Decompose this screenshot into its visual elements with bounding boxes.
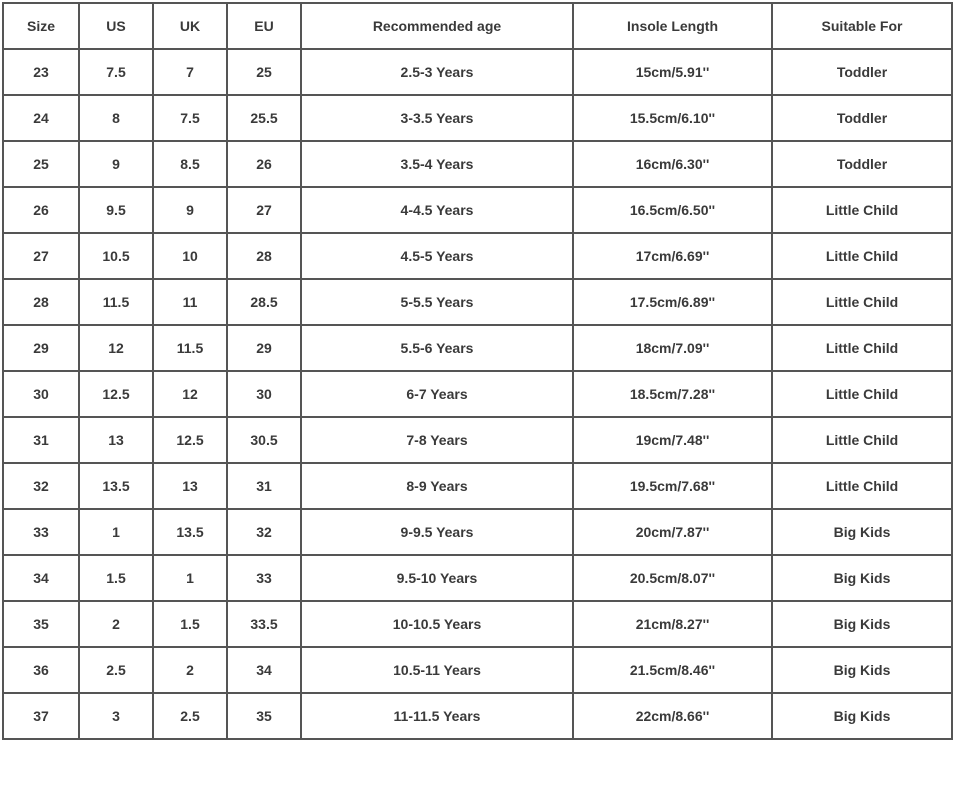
cell-size: 30 bbox=[3, 371, 79, 417]
column-header-size: Size bbox=[3, 3, 79, 49]
cell-insole-length: 20cm/7.87'' bbox=[573, 509, 772, 555]
cell-eu: 31 bbox=[227, 463, 301, 509]
cell-insole-length: 15cm/5.91'' bbox=[573, 49, 772, 95]
cell-size: 35 bbox=[3, 601, 79, 647]
cell-us: 2.5 bbox=[79, 647, 153, 693]
cell-size: 31 bbox=[3, 417, 79, 463]
cell-uk: 12.5 bbox=[153, 417, 227, 463]
cell-eu: 32 bbox=[227, 509, 301, 555]
cell-size: 29 bbox=[3, 325, 79, 371]
table-row bbox=[3, 187, 952, 233]
cell-us: 9 bbox=[79, 141, 153, 187]
cell-recommended-age: 3.5-4 Years bbox=[301, 141, 573, 187]
cell-suitable-for: Big Kids bbox=[772, 601, 952, 647]
cell-us: 7.5 bbox=[79, 49, 153, 95]
table-row bbox=[3, 647, 952, 693]
cell-size: 28 bbox=[3, 279, 79, 325]
cell-eu: 26 bbox=[227, 141, 301, 187]
table-row bbox=[3, 279, 952, 325]
cell-recommended-age: 2.5-3 Years bbox=[301, 49, 573, 95]
header-row bbox=[3, 3, 952, 49]
cell-us: 8 bbox=[79, 95, 153, 141]
cell-us: 9.5 bbox=[79, 187, 153, 233]
cell-suitable-for: Little Child bbox=[772, 233, 952, 279]
table-row bbox=[3, 95, 952, 141]
column-header-insole-length: Insole Length bbox=[573, 3, 772, 49]
cell-suitable-for: Big Kids bbox=[772, 647, 952, 693]
cell-uk: 7 bbox=[153, 49, 227, 95]
cell-size: 32 bbox=[3, 463, 79, 509]
cell-insole-length: 21.5cm/8.46'' bbox=[573, 647, 772, 693]
cell-uk: 11 bbox=[153, 279, 227, 325]
cell-recommended-age: 5-5.5 Years bbox=[301, 279, 573, 325]
cell-suitable-for: Little Child bbox=[772, 371, 952, 417]
table-row bbox=[3, 371, 952, 417]
cell-insole-length: 18cm/7.09'' bbox=[573, 325, 772, 371]
table-row bbox=[3, 325, 952, 371]
cell-insole-length: 20.5cm/8.07'' bbox=[573, 555, 772, 601]
cell-us: 3 bbox=[79, 693, 153, 739]
cell-size: 24 bbox=[3, 95, 79, 141]
cell-us: 1.5 bbox=[79, 555, 153, 601]
cell-us: 12 bbox=[79, 325, 153, 371]
cell-suitable-for: Toddler bbox=[772, 49, 952, 95]
cell-uk: 2.5 bbox=[153, 693, 227, 739]
cell-insole-length: 19.5cm/7.68'' bbox=[573, 463, 772, 509]
cell-recommended-age: 9.5-10 Years bbox=[301, 555, 573, 601]
cell-eu: 28 bbox=[227, 233, 301, 279]
cell-size: 27 bbox=[3, 233, 79, 279]
cell-eu: 27 bbox=[227, 187, 301, 233]
table-row bbox=[3, 141, 952, 187]
cell-size: 25 bbox=[3, 141, 79, 187]
cell-suitable-for: Little Child bbox=[772, 325, 952, 371]
cell-insole-length: 21cm/8.27'' bbox=[573, 601, 772, 647]
cell-size: 23 bbox=[3, 49, 79, 95]
cell-recommended-age: 5.5-6 Years bbox=[301, 325, 573, 371]
cell-recommended-age: 6-7 Years bbox=[301, 371, 573, 417]
column-header-uk: UK bbox=[153, 3, 227, 49]
cell-us: 13.5 bbox=[79, 463, 153, 509]
cell-eu: 30 bbox=[227, 371, 301, 417]
cell-insole-length: 16.5cm/6.50'' bbox=[573, 187, 772, 233]
cell-uk: 13.5 bbox=[153, 509, 227, 555]
cell-uk: 11.5 bbox=[153, 325, 227, 371]
cell-recommended-age: 4.5-5 Years bbox=[301, 233, 573, 279]
cell-insole-length: 18.5cm/7.28'' bbox=[573, 371, 772, 417]
cell-recommended-age: 10-10.5 Years bbox=[301, 601, 573, 647]
cell-uk: 8.5 bbox=[153, 141, 227, 187]
cell-eu: 25.5 bbox=[227, 95, 301, 141]
cell-suitable-for: Little Child bbox=[772, 187, 952, 233]
cell-uk: 10 bbox=[153, 233, 227, 279]
cell-suitable-for: Toddler bbox=[772, 95, 952, 141]
size-chart-table bbox=[2, 2, 953, 740]
cell-recommended-age: 9-9.5 Years bbox=[301, 509, 573, 555]
cell-uk: 1.5 bbox=[153, 601, 227, 647]
cell-uk: 12 bbox=[153, 371, 227, 417]
cell-size: 36 bbox=[3, 647, 79, 693]
cell-recommended-age: 3-3.5 Years bbox=[301, 95, 573, 141]
table-body bbox=[3, 49, 952, 739]
table-row bbox=[3, 601, 952, 647]
cell-recommended-age: 10.5-11 Years bbox=[301, 647, 573, 693]
cell-us: 11.5 bbox=[79, 279, 153, 325]
cell-eu: 33 bbox=[227, 555, 301, 601]
cell-eu: 28.5 bbox=[227, 279, 301, 325]
cell-insole-length: 17.5cm/6.89'' bbox=[573, 279, 772, 325]
cell-us: 10.5 bbox=[79, 233, 153, 279]
cell-recommended-age: 4-4.5 Years bbox=[301, 187, 573, 233]
table-row bbox=[3, 693, 952, 739]
cell-eu: 35 bbox=[227, 693, 301, 739]
cell-uk: 13 bbox=[153, 463, 227, 509]
cell-eu: 25 bbox=[227, 49, 301, 95]
cell-us: 2 bbox=[79, 601, 153, 647]
cell-suitable-for: Toddler bbox=[772, 141, 952, 187]
table-row bbox=[3, 463, 952, 509]
cell-recommended-age: 7-8 Years bbox=[301, 417, 573, 463]
column-header-suitable-for: Suitable For bbox=[772, 3, 952, 49]
cell-recommended-age: 11-11.5 Years bbox=[301, 693, 573, 739]
table-row bbox=[3, 49, 952, 95]
cell-suitable-for: Big Kids bbox=[772, 555, 952, 601]
cell-recommended-age: 8-9 Years bbox=[301, 463, 573, 509]
cell-size: 26 bbox=[3, 187, 79, 233]
cell-insole-length: 17cm/6.69'' bbox=[573, 233, 772, 279]
cell-size: 33 bbox=[3, 509, 79, 555]
column-header-recommended-age: Recommended age bbox=[301, 3, 573, 49]
table-row bbox=[3, 555, 952, 601]
cell-uk: 2 bbox=[153, 647, 227, 693]
cell-suitable-for: Big Kids bbox=[772, 693, 952, 739]
cell-us: 1 bbox=[79, 509, 153, 555]
cell-insole-length: 22cm/8.66'' bbox=[573, 693, 772, 739]
cell-uk: 7.5 bbox=[153, 95, 227, 141]
cell-eu: 29 bbox=[227, 325, 301, 371]
cell-uk: 1 bbox=[153, 555, 227, 601]
cell-uk: 9 bbox=[153, 187, 227, 233]
table-row bbox=[3, 509, 952, 555]
cell-eu: 30.5 bbox=[227, 417, 301, 463]
cell-eu: 34 bbox=[227, 647, 301, 693]
cell-suitable-for: Little Child bbox=[772, 279, 952, 325]
cell-suitable-for: Little Child bbox=[772, 417, 952, 463]
cell-insole-length: 16cm/6.30'' bbox=[573, 141, 772, 187]
cell-suitable-for: Little Child bbox=[772, 463, 952, 509]
cell-us: 13 bbox=[79, 417, 153, 463]
column-header-eu: EU bbox=[227, 3, 301, 49]
cell-insole-length: 19cm/7.48'' bbox=[573, 417, 772, 463]
table-row bbox=[3, 417, 952, 463]
cell-size: 34 bbox=[3, 555, 79, 601]
cell-eu: 33.5 bbox=[227, 601, 301, 647]
cell-insole-length: 15.5cm/6.10'' bbox=[573, 95, 772, 141]
table-row bbox=[3, 233, 952, 279]
cell-suitable-for: Big Kids bbox=[772, 509, 952, 555]
cell-size: 37 bbox=[3, 693, 79, 739]
cell-us: 12.5 bbox=[79, 371, 153, 417]
column-header-us: US bbox=[79, 3, 153, 49]
